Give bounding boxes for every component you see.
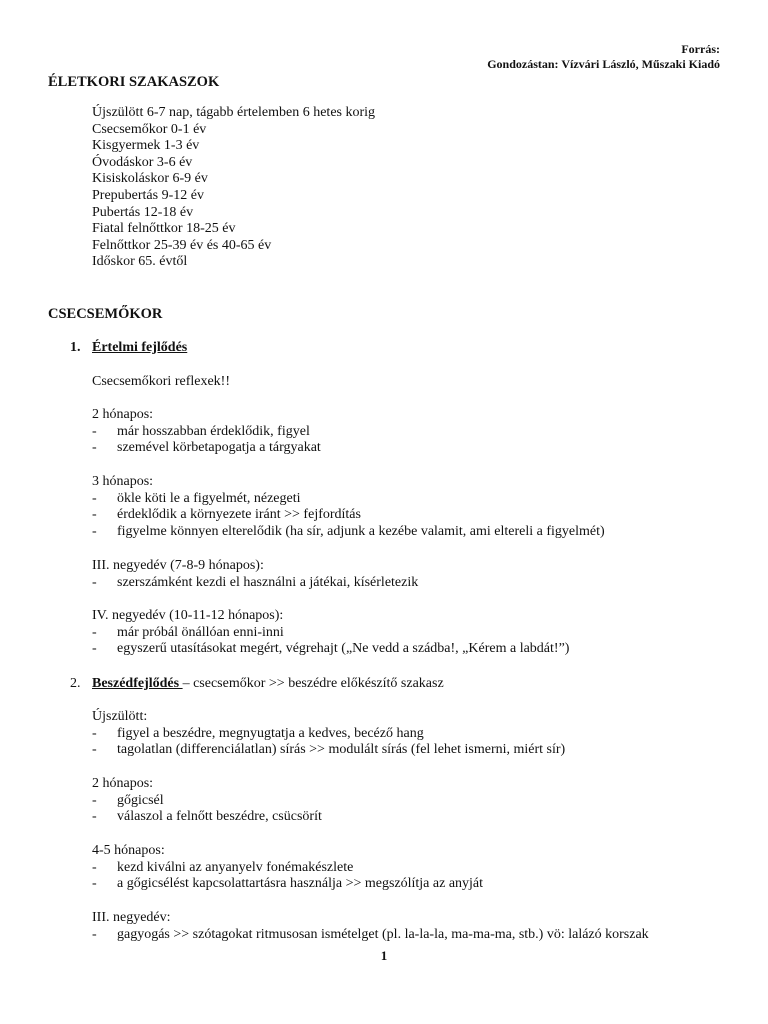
- dash: -: [92, 809, 97, 825]
- bullet-item: - figyelme könnyen elterelődik (ha sír, adjunk a kezébe valamit, ami eltereli a figyelmét): [92, 523, 605, 539]
- reflex-note: Csecsemőkori reflexek!!: [92, 374, 230, 389]
- list-item: Prepubertás 9-12 év: [92, 187, 204, 203]
- group-label: 3 hónapos:: [92, 474, 154, 489]
- dash: -: [92, 440, 97, 456]
- heading-title: Beszédfejlődés: [92, 676, 183, 691]
- group-label: Újszülött:: [92, 709, 148, 724]
- list-item: Kisiskoláskor 6-9 év: [92, 171, 208, 187]
- dash: -: [92, 859, 97, 875]
- group-label: IV. negyedév (10-11-12 hónapos):: [92, 608, 284, 623]
- bullet-item: - már próbál önállóan enni-inni: [92, 624, 284, 640]
- group-third-quarter-speech: [92, 910, 649, 943]
- bullet-item: - egyszerű utasításokat megért, végrehajt („Ne vedd a szádba!, „Kérem a labdát!”): [92, 641, 570, 657]
- bullet-item: - érdeklődik a környezete iránt >> fejfordítás: [92, 507, 361, 523]
- bullet-item: - szemével körbetapogatja a tárgyakat: [92, 440, 321, 456]
- group-label: 2 hónapos:: [92, 407, 154, 422]
- heading-speech-development: [70, 676, 444, 693]
- dash: -: [92, 792, 97, 808]
- dash: -: [92, 876, 97, 892]
- source-block: [487, 42, 720, 72]
- bullet-item: - ökle köti le a figyelmét, nézegeti: [92, 490, 301, 506]
- source-text: Gondozástan: Vízvári László, Műszaki Kiadó: [487, 57, 720, 71]
- list-item: Felnőttkor 25-39 év és 40-65 év: [92, 237, 272, 253]
- dash: -: [92, 725, 97, 741]
- dash: -: [92, 490, 97, 506]
- dash: -: [92, 523, 97, 539]
- section-title-age-stages: ÉLETKORI SZAKASZOK: [48, 74, 220, 90]
- group-label: III. negyedév:: [92, 910, 171, 925]
- section-title-infancy: CSECSEMŐKOR: [48, 306, 163, 322]
- group-label: 4-5 hónapos:: [92, 843, 165, 858]
- group-label: 2 hónapos:: [92, 776, 154, 791]
- bullet-item: - gőgicsél: [92, 792, 164, 808]
- bullet-item: - figyel a beszédre, megnyugtatja a kedves, becéző hang: [92, 725, 424, 741]
- heading-number: 1.: [70, 340, 81, 355]
- bullet-item: - szerszámként kezdi el használni a játékai, kísérletezik: [92, 574, 419, 590]
- list-item: Időskor 65. évtől: [92, 254, 188, 270]
- bullet-item: - gagyogás >> szótagokat ritmusosan ismételget (pl. la-la-la, ma-ma-ma, stb.) vö: lalázó korszak: [92, 926, 649, 942]
- group-newborn: [92, 709, 565, 759]
- list-item: Fiatal felnőttkor 18-25 év: [92, 221, 236, 237]
- list-item: Kisgyermek 1-3 év: [92, 138, 200, 154]
- bullet-item: - a gőgicsélést kapcsolattartásra használja >> megszólítja az anyját: [92, 876, 484, 892]
- age-stage-list: [92, 105, 375, 271]
- dash: -: [92, 624, 97, 640]
- dash: -: [92, 742, 97, 758]
- bullet-item: - tagolatlan (differenciálatlan) sírás >> modulált sírás (fel lehet ismerni, miért sír): [92, 742, 566, 758]
- dash: -: [92, 926, 97, 942]
- heading-number: 2.: [70, 676, 81, 691]
- list-item: Újszülött 6-7 nap, tágabb értelemben 6 hetes korig: [92, 105, 376, 120]
- bullet-item: - kezd kiválni az anyanyelv fonémakészlete: [92, 859, 354, 875]
- heading-cognitive-development: [70, 340, 187, 357]
- dash: -: [92, 423, 97, 439]
- group-label: III. negyedév (7-8-9 hónapos):: [92, 558, 264, 573]
- bullet-item: - már hosszabban érdeklődik, figyel: [92, 423, 310, 439]
- source-label: Forrás:: [681, 42, 720, 56]
- page-number: 1: [380, 948, 388, 963]
- bullet-item: - válaszol a felnőtt beszédre, csücsörít: [92, 809, 322, 825]
- dash: -: [92, 641, 97, 657]
- list-item: Óvodáskor 3-6 év: [92, 154, 193, 170]
- heading-title: Értelmi fejlődés: [92, 340, 188, 355]
- group-3-months: [92, 474, 605, 540]
- dash: -: [92, 507, 97, 523]
- list-item: Pubertás 12-18 év: [92, 204, 194, 220]
- group-2-months-speech: [92, 776, 322, 826]
- list-item: Csecsemőkor 0-1 év: [92, 121, 207, 137]
- group-2-months: [92, 407, 321, 457]
- dash: -: [92, 574, 97, 590]
- group-fourth-quarter: [92, 608, 569, 658]
- group-4-5-months: [92, 843, 483, 893]
- group-third-quarter: [92, 558, 418, 591]
- heading-subtitle: – csecsemőkor >> beszédre előkészítő szakasz: [182, 676, 444, 691]
